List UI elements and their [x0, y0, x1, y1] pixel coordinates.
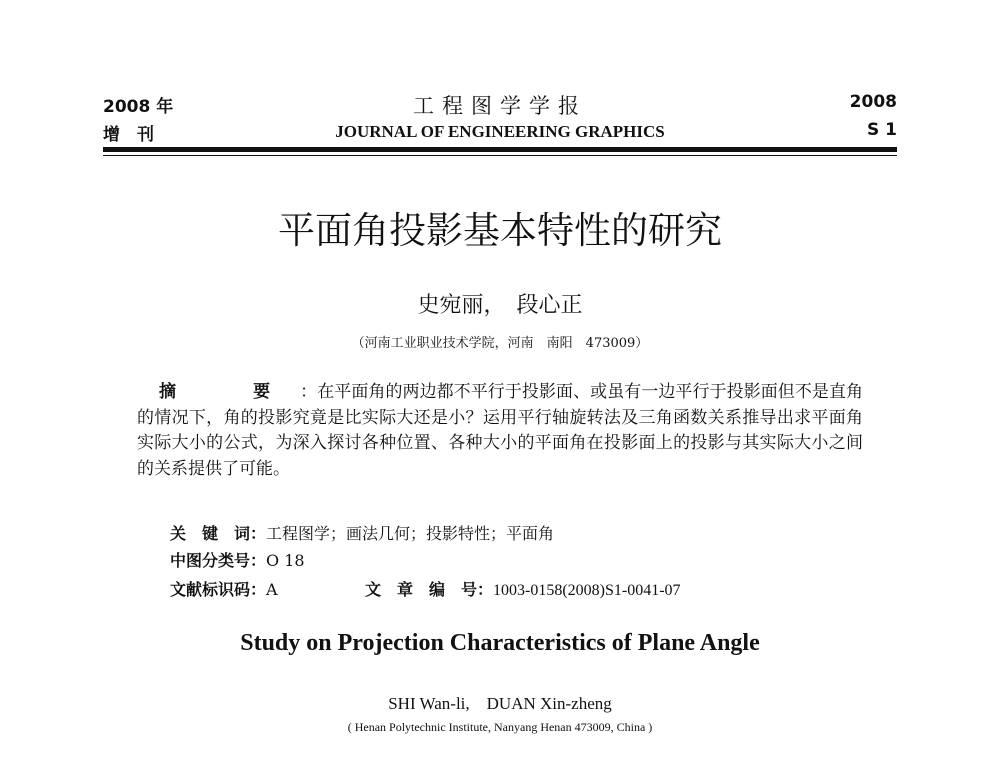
- clc-row: [170, 548, 305, 571]
- article-no-value: 1003-0158(2008)S1-0041-07: [493, 582, 681, 599]
- authors-cn: 史宛丽， 段心正: [417, 293, 583, 318]
- journal-title-cn: 工程图学学报: [413, 94, 587, 118]
- doc-code-value: A: [266, 580, 278, 599]
- affiliation-en: ( Henan Polytechnic Institute, Nanyang Henan 473009, China ): [347, 720, 653, 734]
- abstract-label: 摘 要: [159, 382, 301, 402]
- header-year-right: 2008: [849, 92, 897, 112]
- clc-value: O 18: [266, 551, 305, 570]
- journal-title-en: JOURNAL OF ENGINEERING GRAPHICS: [335, 122, 665, 141]
- abstract-text: ：在平面角的两边都不平行于投影面、或虽有一边平行于投影面但不是直角的情况下，角的投影究竟是比实际大还是小？运用平行轴旋转法及三角函数关系推导出求平面角实际大小的公式，为深入探讨各种位置、各种大小的平面角在投影面上的投影与其实际大小之间的关系提供了可能。: [137, 382, 863, 479]
- doc-code-row: [170, 577, 278, 600]
- header-rule-thin: [103, 155, 897, 156]
- clc-label: 中图分类号：: [170, 551, 267, 570]
- affiliation-cn: （河南工业职业技术学院，河南 南阳 473009）: [351, 336, 649, 351]
- header-issue-right: S 1: [867, 120, 897, 140]
- keywords: 工程图学；画法几何；投影特性；平面角: [266, 524, 555, 543]
- header-year-left: 2008 年: [103, 97, 174, 117]
- article-no-label: 文 章 编 号：: [365, 580, 494, 599]
- article-number-row: [365, 577, 681, 600]
- paper-title-en: Study on Projection Characteristics of Plane Angle: [240, 630, 760, 656]
- keywords-row: [170, 521, 554, 544]
- keywords-label: 关 键 词：: [170, 524, 267, 543]
- authors-en: SHI Wan-li, DUAN Xin-zheng: [388, 694, 612, 713]
- header-rule-thick: [103, 147, 897, 152]
- header-issue-left: 增 刊: [103, 125, 154, 145]
- doc-code-label: 文献标识码：: [170, 580, 267, 599]
- abstract: [137, 380, 863, 482]
- paper-title-cn: 平面角投影基本特性的研究: [278, 209, 722, 252]
